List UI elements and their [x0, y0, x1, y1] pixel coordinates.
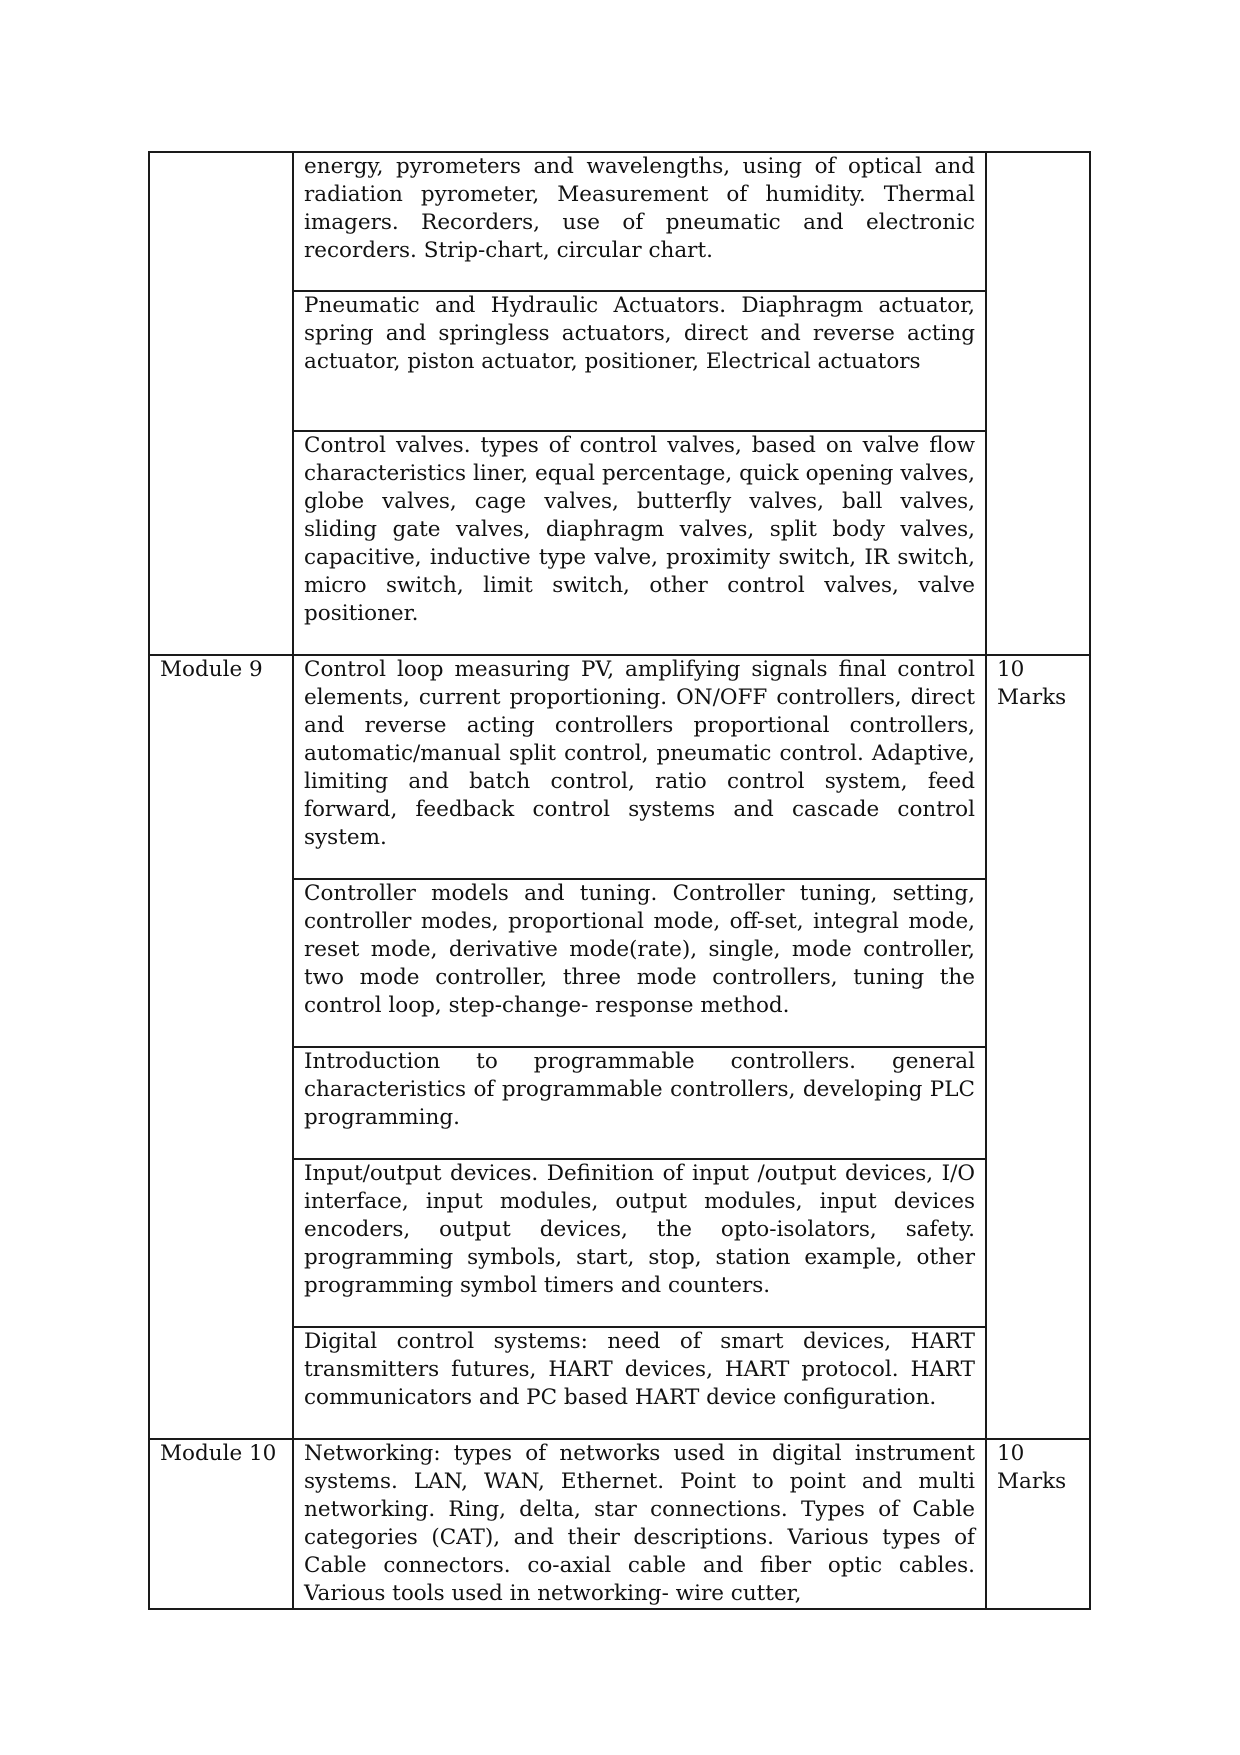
- module-label: Module 9: [160, 657, 263, 682]
- topic-text: Pneumatic and Hydraulic Actuators. Diaphragm actuator, spring and springless actuators, direct and reverse acting actuator, piston actuator, positioner, Electrical actuators: [304, 293, 975, 374]
- marks-cell: [986, 655, 1090, 1439]
- topic-text: Input/output devices. Definition of input /output devices, I/O interface, input modules, output modules, input devices encoders, output devices, the opto-isolators, safety. programming symbols, start, stop, station example, other programming symbol timers and counters.: [304, 1161, 975, 1298]
- module-label: Module 10: [160, 1441, 277, 1466]
- topic-text: Networking: types of networks used in digital instrument systems. LAN, WAN, Ethernet. Point to point and multi networking. Ring, delta, star connections. Types of Cable categories (CAT), and their descriptions. Various types of Cable connectors. co-axial cable and fiber optic cables. Various tools used in networking- wire cutter,: [304, 1441, 975, 1606]
- marks-label: Marks: [997, 1469, 1067, 1494]
- topic-cell: [293, 1047, 986, 1159]
- table-row: [149, 655, 1090, 879]
- topic-text: Control loop measuring PV, amplifying signals final control elements, current proportioning. ON/OFF controllers, direct and reverse acting controllers proportional controllers, automatic/manual split control, pneumatic control. Adaptive, limiting and batch control, ratio control system, feed forward, feedback control systems and cascade control system.: [304, 657, 975, 850]
- topic-cell: [293, 431, 986, 655]
- module-cell: [149, 655, 293, 1439]
- module-cell: [149, 1439, 293, 1609]
- table-row: [149, 1439, 1090, 1609]
- topic-cell: [293, 291, 986, 431]
- marks-value: 10: [997, 657, 1025, 682]
- syllabus-table: [148, 151, 1091, 1610]
- topic-text: Controller models and tuning. Controller tuning, setting, controller modes, proportional mode, off-set, integral mode, reset mode, derivative mode(rate), single, mode controller, two mode controller, three mode controllers, tuning the control loop, step-change- response method.: [304, 881, 975, 1018]
- marks-label: Marks: [997, 685, 1067, 710]
- marks-cell: [986, 152, 1090, 655]
- topic-cell: [293, 1159, 986, 1327]
- topic-text: Digital control systems: need of smart devices, HART transmitters futures, HART devices, HART protocol. HART communicators and PC based HART device configuration.: [304, 1329, 975, 1410]
- topic-cell: [293, 1439, 986, 1609]
- topic-text: energy, pyrometers and wavelengths, using of optical and radiation pyrometer, Measurement of humidity. Thermal imagers. Recorders, use of pneumatic and electronic recorders. Strip-chart, circular chart.: [304, 154, 975, 263]
- topic-text: Control valves. types of control valves, based on valve flow characteristics liner, equal percentage, quick opening valves, globe valves, cage valves, butterfly valves, ball valves, sliding gate valves, diaphragm valves, split body valves, capacitive, inductive type valve, proximity switch, IR switch, micro switch, limit switch, other control valves, valve positioner.: [304, 433, 975, 626]
- topic-cell: [293, 152, 986, 291]
- topic-cell: [293, 879, 986, 1047]
- table-row: [149, 152, 1090, 291]
- topic-text: Introduction to programmable controllers. general characteristics of programmable controllers, developing PLC programming.: [304, 1049, 975, 1130]
- marks-value: 10: [997, 1441, 1025, 1466]
- topic-cell: [293, 655, 986, 879]
- marks-cell: [986, 1439, 1090, 1609]
- topic-cell: [293, 1327, 986, 1439]
- module-cell: [149, 152, 293, 655]
